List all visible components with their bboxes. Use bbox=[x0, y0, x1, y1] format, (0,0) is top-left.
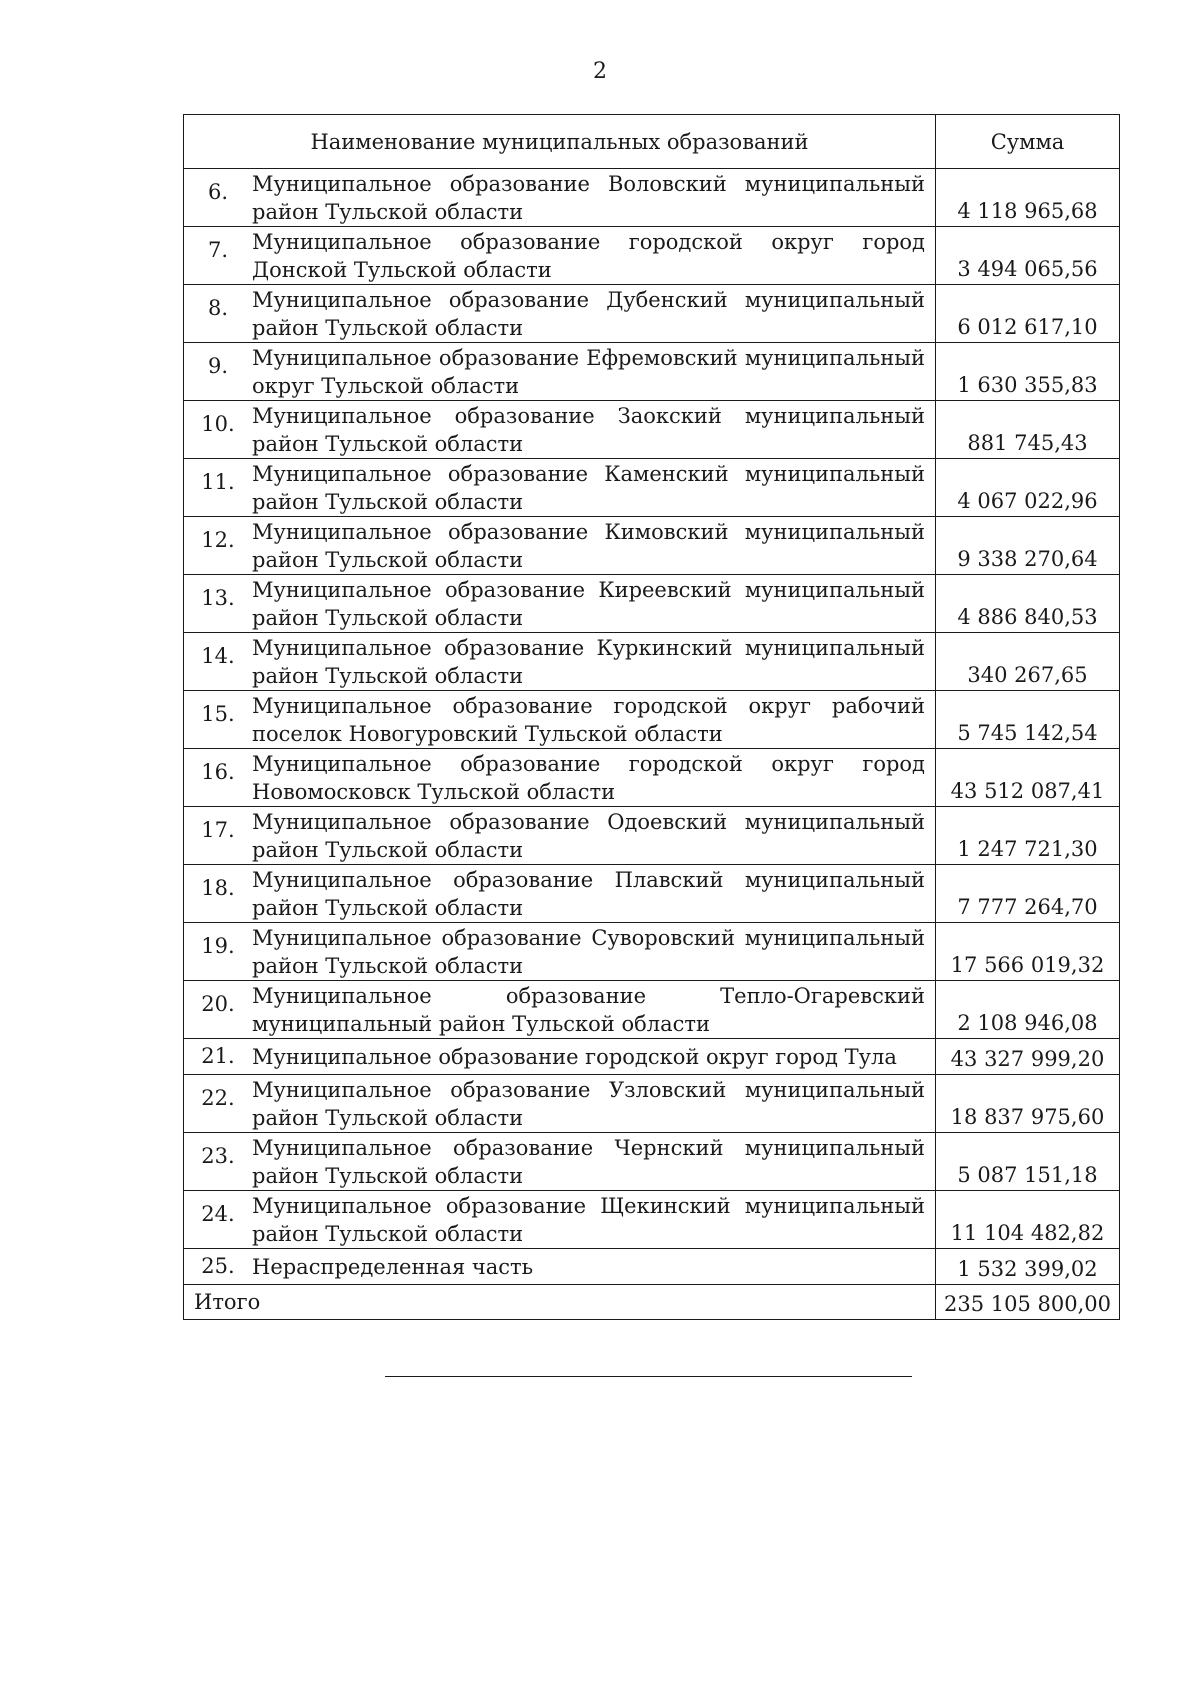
table-row bbox=[184, 1133, 1120, 1191]
row-number: 7. bbox=[207, 238, 229, 262]
row-sum: 7 777 264,70 bbox=[936, 865, 1120, 923]
row-number: 17. bbox=[201, 818, 235, 842]
table-row bbox=[184, 575, 1120, 633]
table-row bbox=[184, 169, 1120, 227]
row-sum: 2 108 946,08 bbox=[936, 981, 1120, 1039]
row-number: 8. bbox=[207, 296, 229, 320]
table-row bbox=[184, 517, 1120, 575]
row-sum: 6 012 617,10 bbox=[936, 285, 1120, 343]
page-number: 2 bbox=[593, 59, 607, 84]
municipality-name: Муниципальное образование городской округ город Донской Тульской области bbox=[252, 230, 925, 282]
table-header-row bbox=[184, 115, 1120, 169]
row-number: 24. bbox=[201, 1202, 235, 1226]
municipality-name: Муниципальное образование Плавский муниципальный район Тульской области bbox=[252, 868, 925, 920]
closing-rule bbox=[385, 1376, 912, 1377]
table-row bbox=[184, 227, 1120, 285]
table-row bbox=[184, 981, 1120, 1039]
table-row bbox=[184, 865, 1120, 923]
municipality-name: Муниципальное образование Дубенский муниципальный район Тульской области bbox=[252, 288, 925, 340]
distribution-table bbox=[183, 114, 1120, 1320]
row-sum: 4 118 965,68 bbox=[936, 169, 1120, 227]
table-row bbox=[184, 343, 1120, 401]
row-number: 11. bbox=[201, 470, 235, 494]
row-sum: 4 067 022,96 bbox=[936, 459, 1120, 517]
row-sum: 43 327 999,20 bbox=[936, 1039, 1120, 1075]
row-sum: 1 532 399,02 bbox=[936, 1249, 1120, 1285]
row-number: 13. bbox=[201, 586, 235, 610]
row-number: 14. bbox=[201, 644, 235, 668]
municipality-name: Муниципальное образование Одоевский муниципальный район Тульской области bbox=[252, 810, 925, 862]
table-row bbox=[184, 285, 1120, 343]
row-number: 9. bbox=[207, 354, 229, 378]
row-number: 18. bbox=[201, 876, 235, 900]
header-name: Наименование муниципальных образований bbox=[184, 115, 936, 169]
municipality-name: Муниципальное образование Киреевский муниципальный район Тульской области bbox=[252, 578, 925, 630]
municipality-name: Муниципальное образование Кимовский муниципальный район Тульской области bbox=[252, 520, 925, 572]
table-row bbox=[184, 1039, 1120, 1075]
row-number: 10. bbox=[201, 412, 235, 436]
municipality-name: Нераспределенная часть bbox=[252, 1255, 534, 1279]
municipality-name: Муниципальное образование Куркинский муниципальный район Тульской области bbox=[252, 636, 925, 688]
row-number: 15. bbox=[201, 702, 235, 726]
row-number: 12. bbox=[201, 528, 235, 552]
table-row bbox=[184, 923, 1120, 981]
total-row bbox=[184, 1285, 1120, 1320]
municipality-name: Муниципальное образование Ефремовский муниципальный округ Тульской области bbox=[252, 346, 925, 398]
row-sum: 5 087 151,18 bbox=[936, 1133, 1120, 1191]
row-sum: 18 837 975,60 bbox=[936, 1075, 1120, 1133]
row-sum: 11 104 482,82 bbox=[936, 1191, 1120, 1249]
row-number: 6. bbox=[207, 180, 229, 204]
row-number: 19. bbox=[201, 934, 235, 958]
row-sum: 43 512 087,41 bbox=[936, 749, 1120, 807]
table-row bbox=[184, 1249, 1120, 1285]
row-sum: 9 338 270,64 bbox=[936, 517, 1120, 575]
row-sum: 1 247 721,30 bbox=[936, 807, 1120, 865]
row-number: 23. bbox=[201, 1144, 235, 1168]
row-sum: 1 630 355,83 bbox=[936, 343, 1120, 401]
municipality-name: Муниципальное образование Воловский муниципальный район Тульской области bbox=[252, 172, 925, 224]
total-sum: 235 105 800,00 bbox=[936, 1285, 1120, 1320]
row-number: 22. bbox=[201, 1086, 235, 1110]
header-sum: Сумма bbox=[936, 115, 1120, 169]
row-sum: 4 886 840,53 bbox=[936, 575, 1120, 633]
row-number: 21. bbox=[201, 1044, 235, 1068]
municipality-name: Муниципальное образование Чернский муниципальный район Тульской области bbox=[252, 1136, 925, 1188]
municipality-name: Муниципальное образование Каменский муниципальный район Тульской области bbox=[252, 462, 925, 514]
municipality-name: Муниципальное образование Щекинский муниципальный район Тульской области bbox=[252, 1194, 925, 1246]
table-row bbox=[184, 1075, 1120, 1133]
table-row bbox=[184, 749, 1120, 807]
row-number: 25. bbox=[201, 1254, 235, 1278]
table-row bbox=[184, 401, 1120, 459]
row-sum: 881 745,43 bbox=[936, 401, 1120, 459]
municipality-name: Муниципальное образование Суворовский муниципальный район Тульской области bbox=[252, 926, 925, 978]
municipality-name: Муниципальное образование городской округ город Новомосковск Тульской области bbox=[252, 752, 925, 804]
municipality-name: Муниципальное образование Узловский муниципальный район Тульской области bbox=[252, 1078, 925, 1130]
municipality-name: Муниципальное образование Заокский муниципальный район Тульской области bbox=[252, 404, 925, 456]
row-sum: 5 745 142,54 bbox=[936, 691, 1120, 749]
row-sum: 17 566 019,32 bbox=[936, 923, 1120, 981]
municipality-name: Муниципальное образование городской округ рабочий поселок Новогуровский Тульской области bbox=[252, 694, 925, 746]
total-label: Итого bbox=[184, 1285, 936, 1320]
table-row bbox=[184, 1191, 1120, 1249]
municipality-name: Муниципальное образование Тепло-Огаревский муниципальный район Тульской области bbox=[252, 984, 925, 1036]
row-number: 20. bbox=[201, 992, 235, 1016]
table-row bbox=[184, 807, 1120, 865]
table-row bbox=[184, 459, 1120, 517]
table-row bbox=[184, 691, 1120, 749]
municipality-name: Муниципальное образование городской округ город Тула bbox=[252, 1045, 897, 1069]
row-sum: 340 267,65 bbox=[936, 633, 1120, 691]
row-sum: 3 494 065,56 bbox=[936, 227, 1120, 285]
table-row bbox=[184, 633, 1120, 691]
row-number: 16. bbox=[201, 760, 235, 784]
table-body bbox=[184, 169, 1120, 1320]
